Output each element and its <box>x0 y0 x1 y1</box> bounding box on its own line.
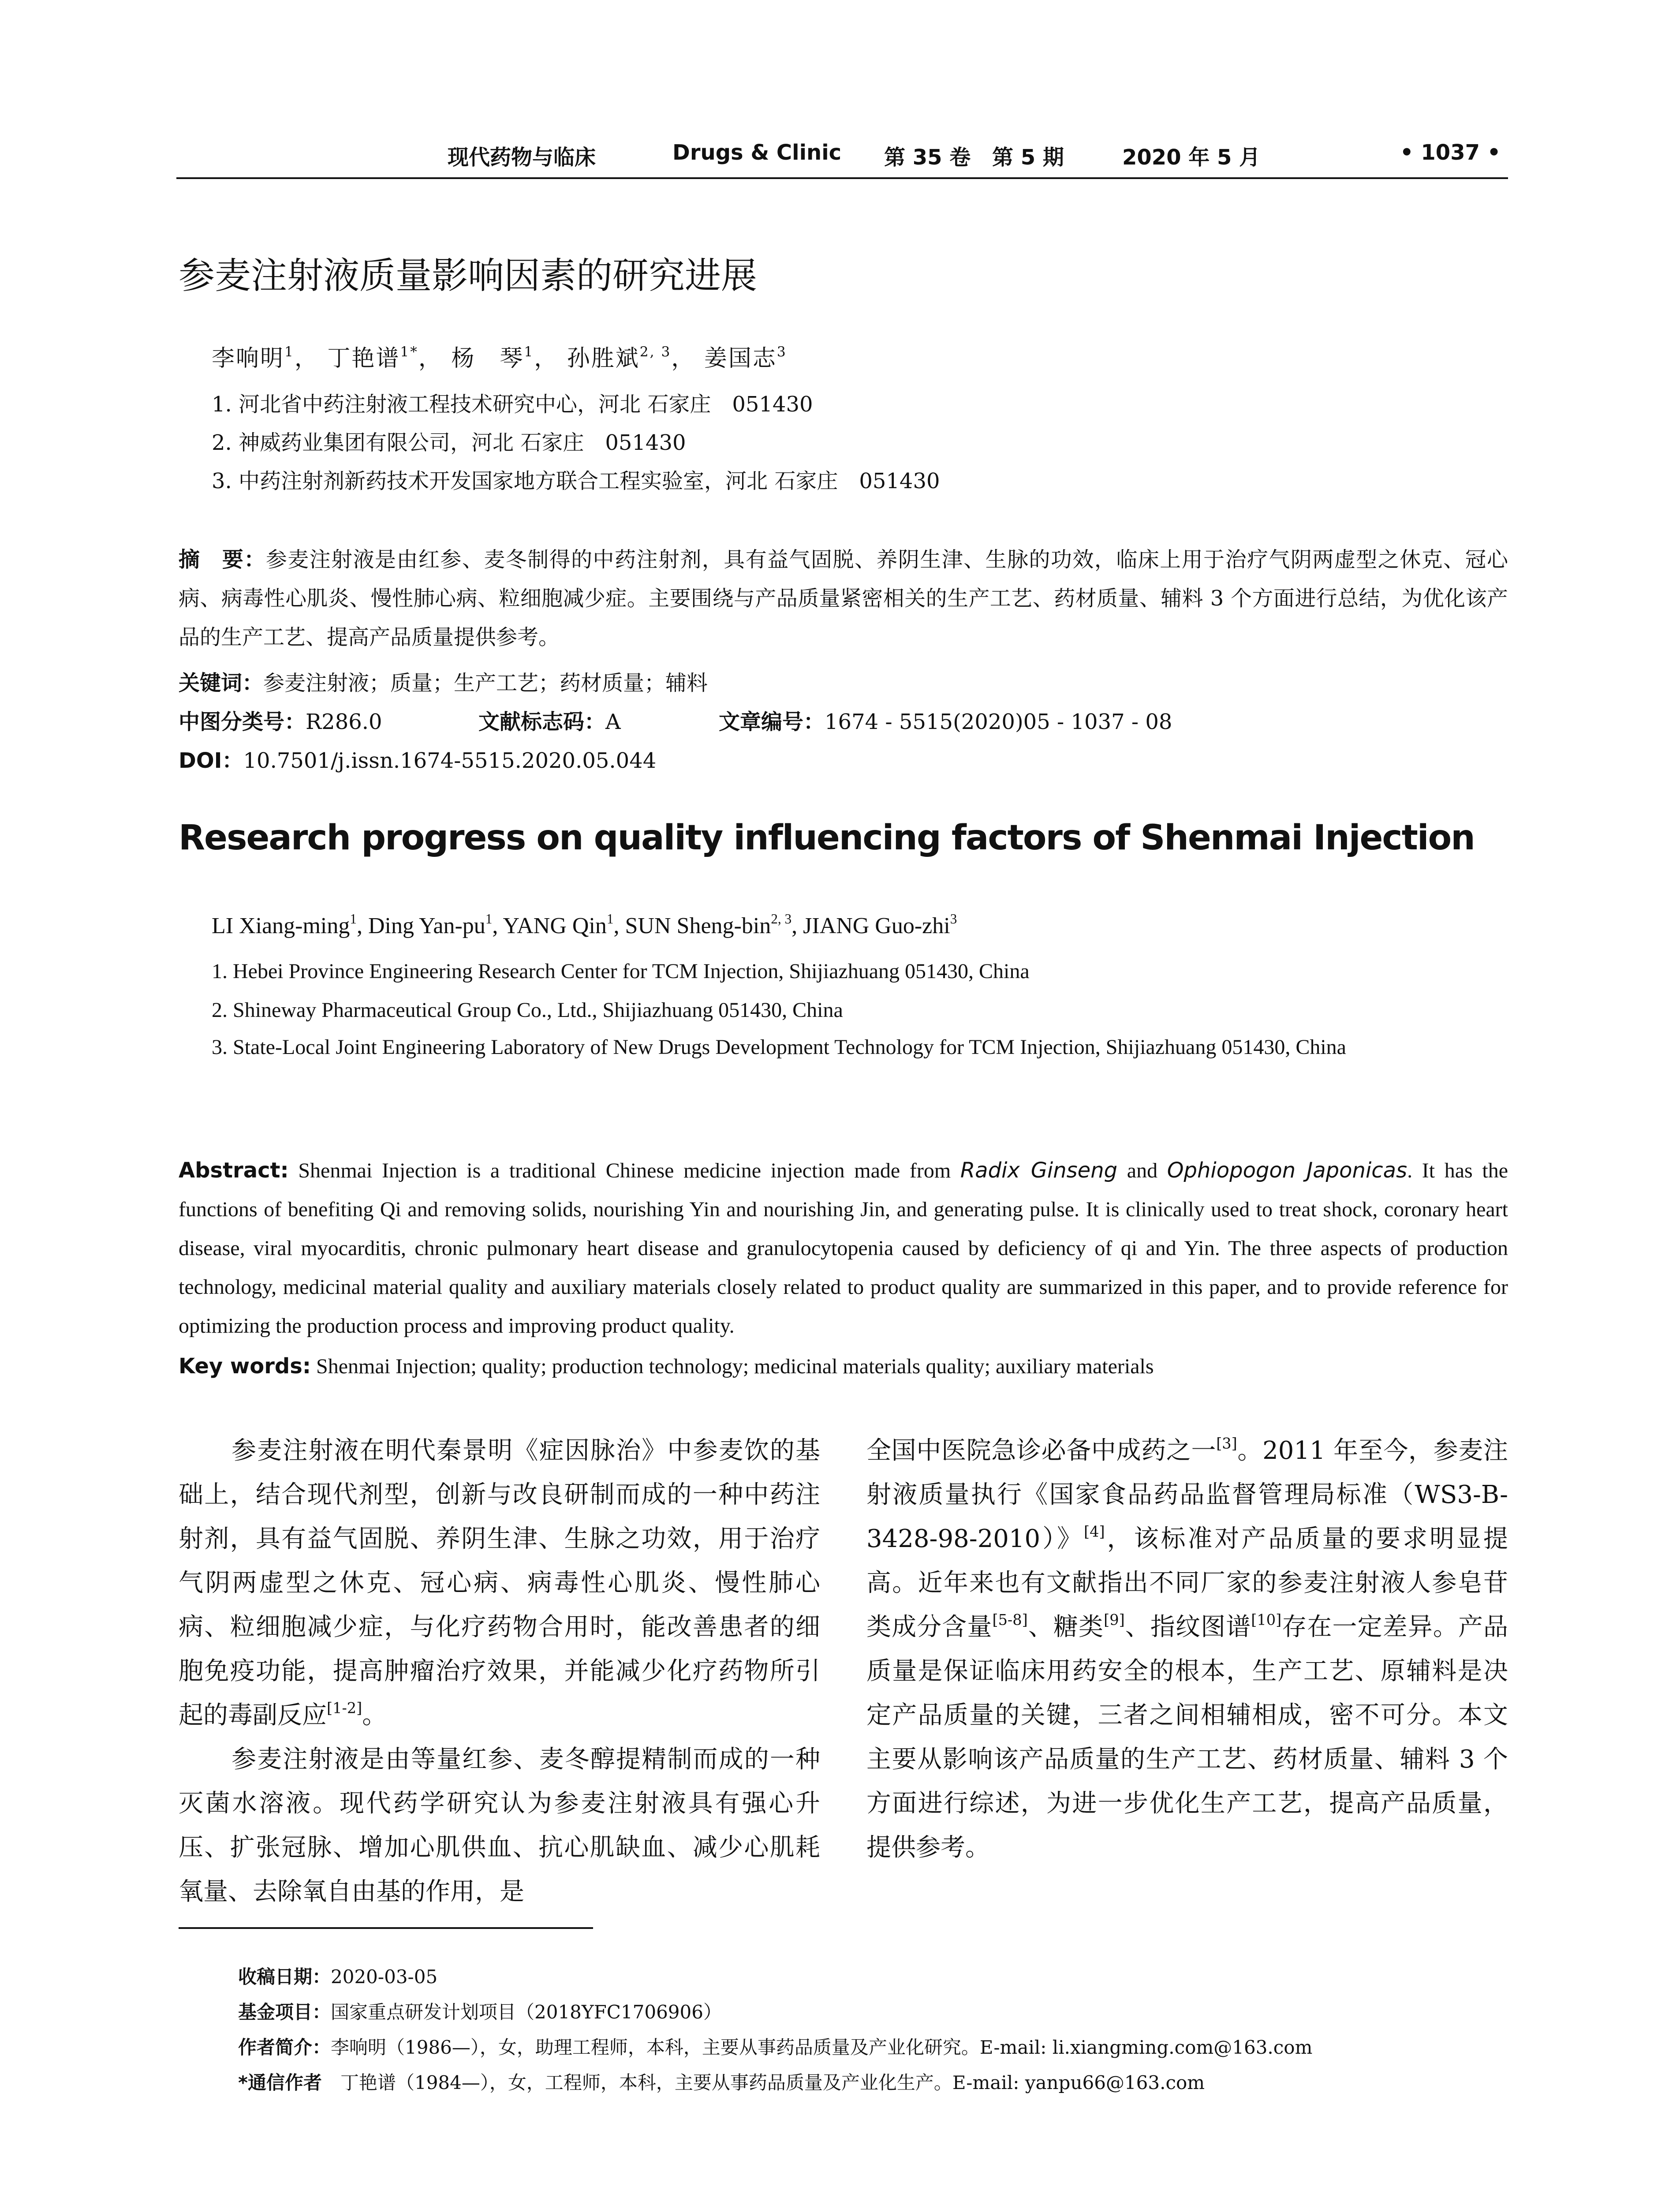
body-text: 参麦注射液在明代秦景明《症因脉治》中参麦饮的基础上，结合现代剂型，创新与改良研制而成的一种中药注射剂，具有益气固脱、养阴生津、生脉之功效，用于治疗气阴两虚型之休克、冠心病、病毒性心肌炎、慢性肺心病、粒细胞减少症，与化疗药物合用时，能改善患者的细胞免疫功能，提高肿瘤治疗效果，并能减少化疗药物所引起的毒副反应 <box>179 1436 820 1730</box>
author-cn: 丁艳谱 <box>327 345 400 372</box>
footnote-label: *通信作者 <box>238 2072 322 2093</box>
author-sup: 1* <box>400 344 418 360</box>
footnote-label: 基金项目： <box>238 2001 331 2023</box>
footnote-text: 丁艳谱（1984—），女，工程师，本科，主要从事药品质量及产业化生产。E-mail: yanpu66@163.com <box>340 2072 1205 2093</box>
affiliation-cn-3: 3. 中药注射剂新药技术开发国家地方联合工程实验室，河北 石家庄 051430 <box>212 469 940 493</box>
affiliation-cn-2: 2. 神威药业集团有限公司，河北 石家庄 051430 <box>212 430 686 455</box>
author-sup: 2, 3 <box>639 344 672 360</box>
abstract-cn <box>179 540 1508 657</box>
keywords-en <box>179 1354 1154 1379</box>
footnote-received <box>238 1962 437 1989</box>
abstract-en-text-b: and <box>1117 1159 1167 1182</box>
author-en: YANG Qin <box>503 913 607 938</box>
journal-name-cn: 现代药物与临床 <box>448 145 596 170</box>
body-text: 全国中医院急诊必备中成药之一 <box>866 1436 1217 1465</box>
header-rule <box>176 177 1508 179</box>
keywords-cn-text: 参麦注射液；质量；生产工艺；药材质量；辅料 <box>263 671 708 695</box>
keywords-en-label: Key words: <box>179 1354 311 1379</box>
herb-name-1: Radix Ginseng <box>960 1158 1118 1183</box>
footnote-text: 2020-03-05 <box>331 1966 438 1988</box>
clc-label: 中图分类号： <box>179 710 306 734</box>
body-paragraph-2: 参麦注射液是由等量红参、麦冬醇提精制而成的一种灭菌水溶液。现代药学研究认为参麦注射液具有强心升压、扩张冠脉、增加心肌供血、抗心肌缺血、减少心肌耗氧量、去除氧自由基的作用，是 <box>179 1745 820 1906</box>
author-sup: 1 <box>485 911 493 927</box>
title-cn: 参麦注射液质量影响因素的研究进展 <box>179 255 758 297</box>
affiliation-cn-1: 1. 河北省中药注射液工程技术研究中心，河北 石家庄 051430 <box>212 392 813 417</box>
footnote-text: 国家重点研发计划项目（2018YFC1706906） <box>331 2001 722 2023</box>
citation[interactable]: [10] <box>1251 1611 1282 1629</box>
author-sup: 3 <box>950 911 957 927</box>
title-en: Research progress on quality influencing factors of Shenmai Injection <box>179 818 1475 858</box>
author-en: LI Xiang-ming <box>212 913 350 938</box>
citation[interactable]: [1-2] <box>327 1699 362 1717</box>
article-no-label: 文章编号： <box>719 710 825 734</box>
abstract-en <box>179 1151 1508 1345</box>
footnote-fund <box>238 1998 722 2024</box>
citation[interactable]: [3] <box>1216 1435 1237 1452</box>
footnote-label: 收稿日期： <box>238 1966 331 1988</box>
body-column-right <box>866 1429 1508 1870</box>
clc-code: R286.0 <box>306 710 382 734</box>
author-en: JIANG Guo-zhi <box>803 913 950 938</box>
affiliation-en-1: 1. Hebei Province Engineering Research Center for TCM Injection, Shijiazhuang 051430, China <box>212 960 1030 983</box>
body-text: 。 <box>362 1701 387 1730</box>
body-text: 存在一定差异。产品质量是保证临床用药安全的根本，生产工艺、原辅料是决定产品质量的关键，三者之间相辅相成，密不可分。本文主要从影响该产品质量的生产工艺、药材质量、辅料 3 个方面进行综述，为进一步优化生产工艺，提高产品质量，提供参考。 <box>866 1613 1508 1862</box>
issue-date: 2020 年 5 月 <box>1122 145 1261 170</box>
doi-label: DOI： <box>179 748 243 773</box>
doc-code: A <box>605 710 621 734</box>
page-number: • 1037 • <box>1400 140 1501 165</box>
footnote-author <box>238 2033 1312 2059</box>
author-cn: 李响明 <box>212 345 285 372</box>
doi-line <box>179 744 656 774</box>
footnote-correspondence <box>238 2068 1205 2095</box>
keywords-cn <box>179 666 708 696</box>
body-paragraph-3 <box>866 1429 1508 1870</box>
abstract-en-text-c: . It has the functions of benefiting Qi and removing solids, nourishing Yin and nourishing Jin, and generating pulse. It is clinically used to treat shock, coronary heart disease, viral myocarditis, chronic pulmonary heart disease and granulocytopenia caused by deficiency of qi and Yin. The three aspects of production technology, medicinal material quality and auxiliary materials closely related to product quality are summarized in this paper, and to provide reference for optimizing the production process and improving product quality. <box>179 1159 1508 1338</box>
citation[interactable]: [5-8] <box>992 1611 1028 1629</box>
authors-cn: 李响明$^1$， 丁艳谱$^{1*}$， 杨 琴$^1$， 孙胜斌$^{2, 3}$， 姜国志$^3$ <box>212 344 787 372</box>
abstract-en-label: Abstract: <box>179 1158 289 1183</box>
footnote-text: 李响明（1986—），女，助理工程师，本科，主要从事药品质量及产业化研究。E-mail: li.xiangming.com@163.com <box>331 2037 1313 2058</box>
body-text: 。2011 年至今，参麦注射液质量执行《国家食品药品监督管理局标准（WS3-B-3428-98-2010）》 <box>866 1436 1508 1553</box>
body-paragraph-1 <box>179 1429 820 1738</box>
author-sup: 3 <box>777 344 787 360</box>
affiliation-en-2: 2. Shineway Pharmaceutical Group Co., Ltd., Shijiazhuang 051430, China <box>212 998 843 1022</box>
abstract-en-text-a: Shenmai Injection is a traditional Chinese medicine injection made from <box>288 1159 960 1182</box>
keywords-cn-label: 关键词： <box>179 671 264 695</box>
doi-link[interactable]: 10.7501/j.issn.1674-5515.2020.05.044 <box>243 748 657 773</box>
footnote-label: 作者简介： <box>238 2037 331 2058</box>
body-text: 、糖类 <box>1027 1613 1104 1641</box>
author-sup: 1 <box>284 344 295 360</box>
author-cn: 姜国志 <box>704 345 777 372</box>
author-sup: 1 <box>606 911 614 927</box>
body-text: ，该标准对产品质量的要求明显提高。近年来也有文献指出不同厂家的参麦注射液人参皂苷类成分含量 <box>866 1525 1508 1641</box>
author-cn: 孙胜斌 <box>567 345 640 372</box>
article-no: 1674 - 5515(2020)05 - 1037 - 08 <box>825 710 1172 734</box>
journal-name-en: Drugs & Clinic <box>672 140 842 165</box>
footnote-rule <box>179 1927 593 1929</box>
author-en: Ding Yan-pu <box>368 913 485 938</box>
affiliation-en-3: 3. State-Local Joint Engineering Laboratory of New Drugs Development Technology for TCM Injection, Shijiazhuang 051430, China <box>212 1035 1346 1059</box>
author-sup: 1 <box>350 911 357 927</box>
abstract-cn-text: 参麦注射液是由红参、麦冬制得的中药注射剂，具有益气固脱、养阴生津、生脉的功效，临床上用于治疗气阴两虚型之休克、冠心病、病毒性心肌炎、慢性肺心病、粒细胞减少症。主要围绕与产品质量紧密相关的生产工艺、药材质量、辅料 3 个方面进行总结，为优化该产品的生产工艺、提高产品质量提供参考。 <box>179 547 1508 650</box>
herb-name-2: Ophiopogon Japonicas <box>1167 1158 1407 1183</box>
volume: 第 35 卷 <box>884 145 971 170</box>
running-header <box>0 140 1680 176</box>
author-en: SUN Sheng-bin <box>625 913 771 938</box>
issue: 第 5 期 <box>992 145 1064 170</box>
citation[interactable]: [9] <box>1104 1611 1125 1629</box>
author-sup: 2, 3 <box>771 911 792 927</box>
body-column-left <box>179 1429 820 1914</box>
citation[interactable]: [4] <box>1084 1523 1105 1540</box>
abstract-cn-label: 摘 要： <box>179 547 266 572</box>
body-text: 、指纹图谱 <box>1124 1613 1251 1641</box>
keywords-en-text: Shenmai Injection; quality; production technology; medicinal materials quality; auxiliary materials <box>311 1355 1154 1378</box>
author-cn: 杨 琴 <box>451 345 524 372</box>
author-sup: 1 <box>524 344 534 360</box>
authors-en: LI Xiang-ming$^1$, Ding Yan-$pu^1$, YANG Qin$^1$, SUN Sheng-bin$^{2, 3}$, JIANG Guo-zhi$^3$ <box>212 911 957 938</box>
doc-code-label: 文献标志码： <box>478 710 606 734</box>
